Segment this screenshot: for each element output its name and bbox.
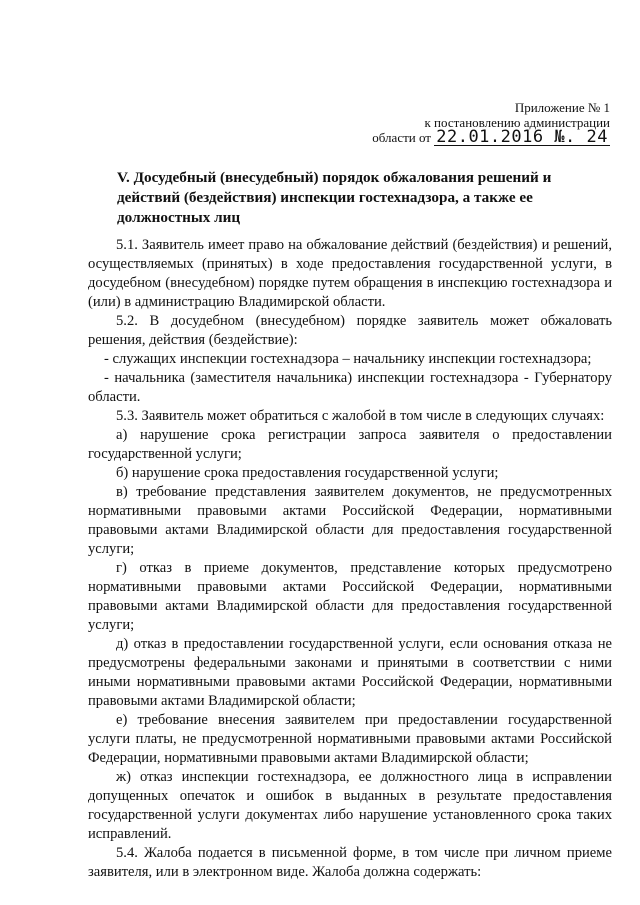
appendix-date-line <box>350 127 610 147</box>
paragraph-5-2: 5.2. В досудебном (внесудебном) порядке заявитель может обжаловать решения, действия (бездействие): <box>88 313 612 348</box>
list-item-d: д) отказ в предоставлении государственной услуги, если основания отказа не предусмотрены федеральными законами и принятыми в соответствии с ними иными нормативными правовыми актами Российской Федерации, нормативными правовыми актами Владимирской области; <box>88 636 612 709</box>
section-title: V. Досудебный (внесудебный) порядок обжалования решений и действий (бездействия) инспекции гостехнадзора, а также ее должностных лиц <box>117 169 552 226</box>
paragraph-5-1: 5.1. Заявитель имеет право на обжалование действий (бездействия) и решений, осуществляемых (принятых) в ходе предоставления государственной услуги, в досудебном (внесудебном) порядке путем обращения в инспекцию гостехнадзора и (или) в администрацию Владимирской области. <box>88 237 612 310</box>
list-item-dash-1: - служащих инспекции гостехнадзора – начальнику инспекции гостехнадзора; <box>104 351 592 367</box>
paragraph-5-4: 5.4. Жалоба подается в письменной форме, в том числе при личном приеме заявителя, или в электронном виде. Жалоба должна содержать: <box>88 845 612 880</box>
appendix-date-prefix: области от <box>372 130 431 145</box>
appendix-reference: к постановлению администрации <box>424 115 610 130</box>
list-item-e: е) требование внесения заявителем при предоставлении государственной услуги платы, не предусмотренной нормативными правовыми актами Российской Федерации, нормативными правовыми актами Владимирской области; <box>88 712 612 766</box>
document-body <box>88 236 612 882</box>
date-number-stamp: 22.01.2016 №. 24 <box>436 127 608 147</box>
list-item-dash-2: - начальника (заместителя начальника) инспекции гостехнадзора - Губернатору области. <box>88 370 612 405</box>
list-item-g: г) отказ в приеме документов, представление которых предусмотрено нормативными правовыми актами Российской Федерации, нормативными правовыми актами Владимирской области для предоставления государственной услуги; <box>88 560 612 633</box>
list-item-zh: ж) отказ инспекции гостехнадзора, ее должностного лица в исправлении допущенных опечаток и ошибок в выданных в результате предоставления государственной услуги документах либо нарушение установленного срока таких исправлений. <box>88 769 612 842</box>
appendix-header <box>350 100 610 146</box>
list-item-a: а) нарушение срока регистрации запроса заявителя о предоставлении государственной услуги; <box>88 427 612 462</box>
list-item-b: б) нарушение срока предоставления государственной услуги; <box>116 465 499 481</box>
paragraph-5-3: 5.3. Заявитель может обратиться с жалобой в том числе в следующих случаях: <box>116 408 605 424</box>
list-item-v: в) требование представления заявителем документов, не предусмотренных нормативными правовыми актами Российской Федерации, нормативными правовыми актами Владимирской области для предоставления государственной услуги; <box>88 484 612 557</box>
appendix-number: Приложение № 1 <box>514 100 610 115</box>
